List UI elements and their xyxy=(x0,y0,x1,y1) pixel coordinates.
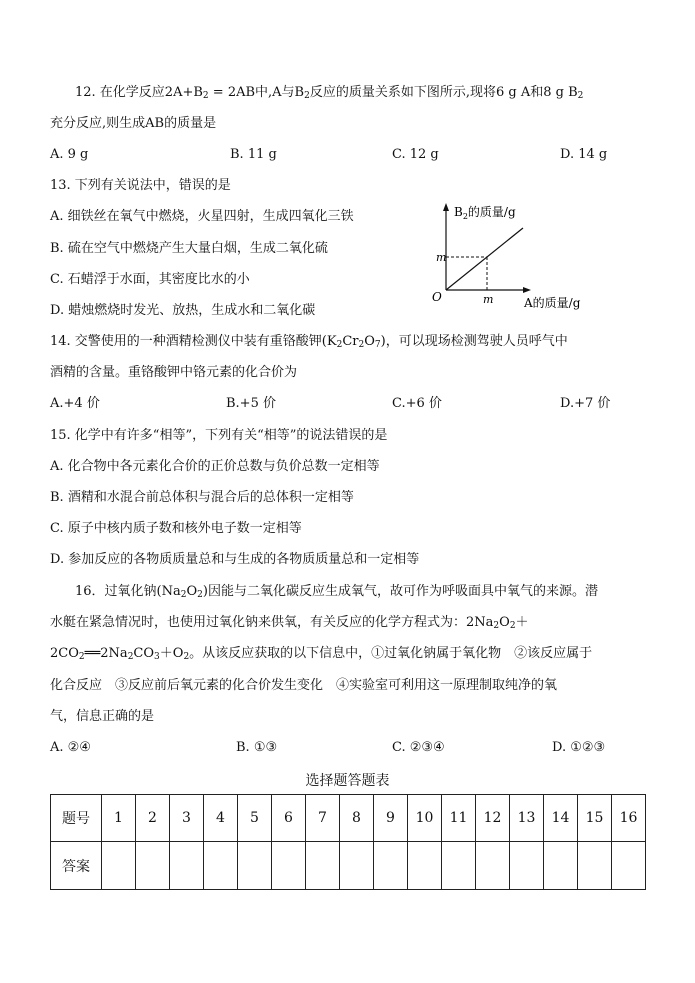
question-number-cell: 5 xyxy=(238,795,272,842)
mass-line xyxy=(446,228,523,290)
q12-option-c: C. 12 g xyxy=(392,147,439,162)
answer-cell[interactable] xyxy=(510,842,544,890)
answer-cell[interactable] xyxy=(544,842,578,890)
answer-cell[interactable] xyxy=(272,842,306,890)
q16-option-b: B. ①③ xyxy=(236,740,278,755)
q14-text-b: Cr xyxy=(342,334,359,349)
mass-relation-graph xyxy=(424,200,614,312)
q16-l3-sub-a: 2 xyxy=(78,652,85,662)
q12-option-d: D. 14 g xyxy=(560,147,608,162)
q12-text-c: 反应的质量关系如下图所示,现将6 g A和8 g B xyxy=(309,85,578,100)
q15-option-a: A. 化合物中各元素化合价的正价总数与负价总数一定相等 xyxy=(50,459,380,474)
q16-l2-sub-b: 2 xyxy=(509,621,516,631)
q13-option-a: A. 细铁丝在氧气中燃烧，火星四射，生成四氧化三铁 xyxy=(50,209,354,224)
question-number-cell: 7 xyxy=(306,795,340,842)
q16-l3-b: ══2Na xyxy=(84,646,128,661)
q16-l1-a: 16．过氧化钠(Na xyxy=(75,584,181,599)
q16-l2-b: O xyxy=(499,615,510,630)
answer-cell[interactable] xyxy=(102,842,136,890)
q12-text-a: 12. 在化学反应2A+B xyxy=(75,85,203,100)
q13-option-b: B. 硫在空气中燃烧产生大量白烟，生成二氧化硫 xyxy=(50,241,328,256)
answer-cell[interactable] xyxy=(612,842,646,890)
q13-option-c: C. 石蜡浮于水面，其密度比水的小 xyxy=(50,272,250,287)
x-axis-arrow xyxy=(523,287,531,293)
q16-l3-sub-b: 2 xyxy=(127,652,134,662)
answer-table xyxy=(50,794,646,890)
q12-stem-line2: 充分反应,则生成AB的质量是 xyxy=(50,116,217,131)
question-number-cell: 10 xyxy=(408,795,442,842)
q16-l2-sub-a: 2 xyxy=(493,621,500,631)
q14-text-a: 14. 交警使用的一种酒精检测仪中装有重铬酸钾(K xyxy=(50,334,337,349)
question-number-cell: 15 xyxy=(578,795,612,842)
question-number-cell: 16 xyxy=(612,795,646,842)
answer-cell[interactable] xyxy=(340,842,374,890)
q14-option-b: B.+5 价 xyxy=(226,396,276,411)
question-number-cell: 13 xyxy=(510,795,544,842)
answer-cell[interactable] xyxy=(374,842,408,890)
answer-cell[interactable] xyxy=(170,842,204,890)
q15-option-d: D. 参加反应的各物质质量总和与生成的各物质质量总和一定相等 xyxy=(50,552,420,567)
question-number-cell: 1 xyxy=(102,795,136,842)
q13-option-d: D. 蜡烛燃烧时发光、放热，生成水和二氧化碳 xyxy=(50,303,316,318)
q14-stem-line1 xyxy=(50,333,568,354)
y-axis-label: $B_2$的质量/g xyxy=(454,205,516,221)
question-number-cell: 12 xyxy=(476,795,510,842)
y-axis-arrow xyxy=(443,203,449,211)
q14-option-d: D.+7 价 xyxy=(560,396,611,411)
q16-l3-d: ＋O xyxy=(159,646,184,661)
q12-sub-a: 2 xyxy=(202,91,209,101)
answer-cell[interactable] xyxy=(204,842,238,890)
q16-option-d: D. ①②③ xyxy=(552,740,606,755)
q13-stem: 13. 下列有关说法中，错误的是 xyxy=(50,178,231,193)
q16-line5: 气，信息正确的是 xyxy=(50,709,155,724)
q14-sub-c: 7 xyxy=(374,340,381,350)
m-y-label: m xyxy=(436,251,447,264)
m-x-label: m xyxy=(483,293,494,306)
q15-stem: 15. 化学中有许多“相等”，下列有关“相等”的说法错误的是 xyxy=(50,428,388,443)
answer-cell[interactable] xyxy=(578,842,612,890)
q16-l3-sub-c: 3 xyxy=(154,652,160,662)
question-number-cell: 2 xyxy=(136,795,170,842)
q16-line1 xyxy=(75,583,598,604)
q12-sub-b: 2 xyxy=(304,91,310,101)
origin-label: O xyxy=(432,290,442,304)
q16-option-a: A. ②④ xyxy=(50,740,91,755)
q14-text-c: O xyxy=(364,334,375,349)
question-number-cell: 6 xyxy=(272,795,306,842)
answer-cell[interactable] xyxy=(408,842,442,890)
q16-option-c: C. ②③④ xyxy=(392,740,445,755)
q16-line3 xyxy=(50,645,592,666)
q12-sub-c: 2 xyxy=(577,91,584,101)
q14-option-c: C.+6 价 xyxy=(392,396,442,411)
table-row-answers xyxy=(51,842,646,890)
row-head-number: 题号 xyxy=(51,795,102,842)
q14-sub-b: 2 xyxy=(358,340,365,350)
question-number-cell: 11 xyxy=(442,795,476,842)
answer-cell[interactable] xyxy=(238,842,272,890)
answer-cell[interactable] xyxy=(476,842,510,890)
q16-line2 xyxy=(50,614,529,635)
q15-option-c: C. 原子中核内质子数和核外电子数一定相等 xyxy=(50,521,302,536)
q16-l3-sub-d: 2 xyxy=(183,652,190,662)
q14-option-a: A.+4 价 xyxy=(50,396,100,411)
row-head-answer: 答案 xyxy=(51,842,102,890)
q16-line4: 化合反应 ③反应前后氧元素的化合价发生变化 ④实验室可利用这一原理制取纯净的氧 xyxy=(50,678,558,693)
q16-l1-b: O xyxy=(186,584,198,599)
answer-cell[interactable] xyxy=(306,842,340,890)
q14-text-d: )，可以现场检测驾驶人员呼气中 xyxy=(380,334,568,349)
question-number-cell: 8 xyxy=(340,795,374,842)
question-number-cell: 14 xyxy=(544,795,578,842)
q16-l3-a: 2CO xyxy=(50,646,79,661)
q16-l1-sub-a: 2 xyxy=(180,590,187,600)
q14-sub-a: 2 xyxy=(336,340,343,350)
q14-stem-line2: 酒精的含量。重铬酸钾中铬元素的化合价为 xyxy=(50,365,298,380)
q12-option-a: A. 9 g xyxy=(50,147,89,162)
q12-text-b: = 2AB中,A与B xyxy=(208,85,305,100)
q16-l1-sub-b: 2 xyxy=(197,590,203,600)
x-axis-label: A的质量/g xyxy=(524,296,581,310)
answer-cell[interactable] xyxy=(442,842,476,890)
q12-option-b: B. 11 g xyxy=(230,147,277,162)
q15-option-b: B. 酒精和水混合前总体积与混合后的总体积一定相等 xyxy=(50,490,354,505)
question-number-cell: 4 xyxy=(204,795,238,842)
answer-table-title: 选择题答题表 xyxy=(305,773,390,789)
q16-l1-c: )因能与二氧化碳反应生成氧气，故可作为呼吸面具中氧气的来源。潜 xyxy=(202,584,598,599)
q16-l3-e: 。从该反应获取的以下信息中，①过氧化钠属于氧化物 ②该反应属于 xyxy=(189,646,593,661)
q16-l2-a: 水艇在紧急情况时，也使用过氧化钠来供氧，有关反应的化学方程式为：2Na xyxy=(50,615,494,630)
answer-cell[interactable] xyxy=(136,842,170,890)
q12-stem-line1 xyxy=(75,84,583,105)
question-number-cell: 3 xyxy=(170,795,204,842)
q16-l3-c: CO xyxy=(133,646,155,661)
question-number-cell: 9 xyxy=(374,795,408,842)
table-row-numbers xyxy=(51,795,646,842)
q16-l2-c: ＋ xyxy=(515,615,529,630)
